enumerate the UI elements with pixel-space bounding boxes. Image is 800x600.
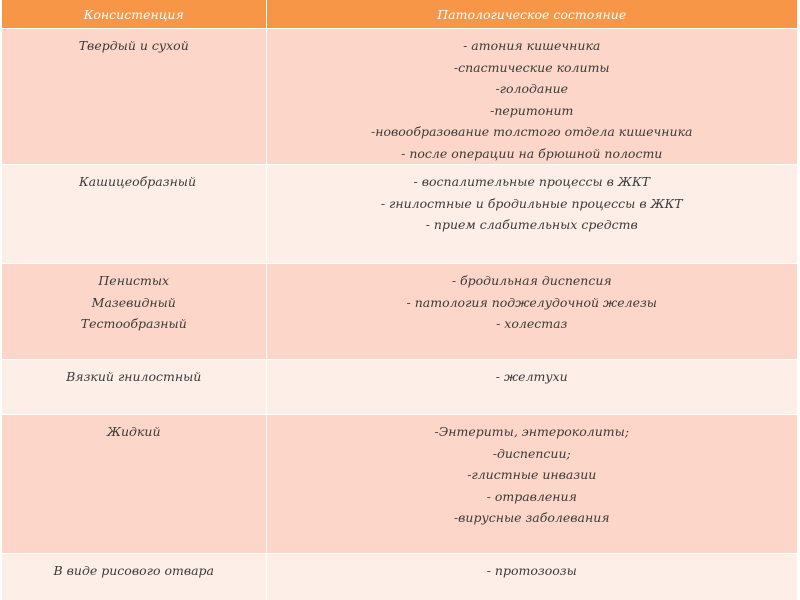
consistency-label: Мазевидный xyxy=(91,294,176,310)
condition-item: -диспепсии; xyxy=(492,445,571,461)
conditions-cell xyxy=(266,554,797,600)
conditions-cell xyxy=(266,29,797,165)
consistency-label: В виде рисового отвара xyxy=(53,563,215,578)
condition-item: -вирусные заболевания xyxy=(453,510,610,525)
table-row xyxy=(2,165,797,264)
condition-item: -перитонит xyxy=(490,102,574,118)
consistency-label: Пенистых xyxy=(98,273,170,288)
header-consistency: Консистенция xyxy=(2,0,266,29)
table-row xyxy=(2,264,797,360)
condition-item: - атония кишечника xyxy=(463,38,601,53)
condition-item: - холестаз xyxy=(496,316,568,331)
consistency-cell xyxy=(2,415,266,554)
consistency-cell xyxy=(2,29,266,165)
consistency-label: Тестообразный xyxy=(80,316,187,331)
consistency-table xyxy=(2,0,797,600)
conditions-cell xyxy=(266,415,797,554)
consistency-cell xyxy=(2,165,266,264)
consistency-cell xyxy=(2,264,266,360)
condition-item: - патология поджелудочной железы xyxy=(406,294,657,310)
conditions-cell xyxy=(266,165,797,264)
condition-item: - воспалительные процессы в ЖКТ xyxy=(413,174,650,189)
condition-item: - отравления xyxy=(486,488,577,504)
condition-item: - желтухи xyxy=(495,369,568,384)
consistency-label: Кашицеобразный xyxy=(79,174,197,189)
table-row xyxy=(2,29,797,165)
condition-item: - протозоозы xyxy=(486,563,577,578)
table-header-row xyxy=(2,0,797,29)
consistency-label: Твердый и сухой xyxy=(78,38,189,53)
header-pathological-condition: Патологическое состояние xyxy=(266,0,797,29)
consistency-cell xyxy=(2,360,266,415)
condition-item: - гнилостные и бродильные процессы в ЖКТ xyxy=(380,195,683,211)
consistency-label: Жидкий xyxy=(106,424,161,439)
condition-item: - бродильная диспепсия xyxy=(451,273,612,288)
condition-item: -голодание xyxy=(495,81,569,96)
table-row xyxy=(2,415,797,554)
condition-item: -глистные инвазии xyxy=(467,467,597,482)
condition-item: -спастические колиты xyxy=(453,59,610,75)
consistency-cell xyxy=(2,554,266,600)
conditions-cell xyxy=(266,264,797,360)
condition-item: - прием слабительных средств xyxy=(425,217,638,232)
table-row xyxy=(2,360,797,415)
consistency-label: Вязкий гнилостный xyxy=(66,369,202,384)
condition-item: - после операции на брюшной полости xyxy=(401,145,663,161)
condition-item: -новообразование толстого отдела кишечника xyxy=(371,124,693,139)
conditions-cell xyxy=(266,360,797,415)
table-row xyxy=(2,554,797,600)
condition-item: -Энтериты, энтероколиты; xyxy=(434,424,630,439)
